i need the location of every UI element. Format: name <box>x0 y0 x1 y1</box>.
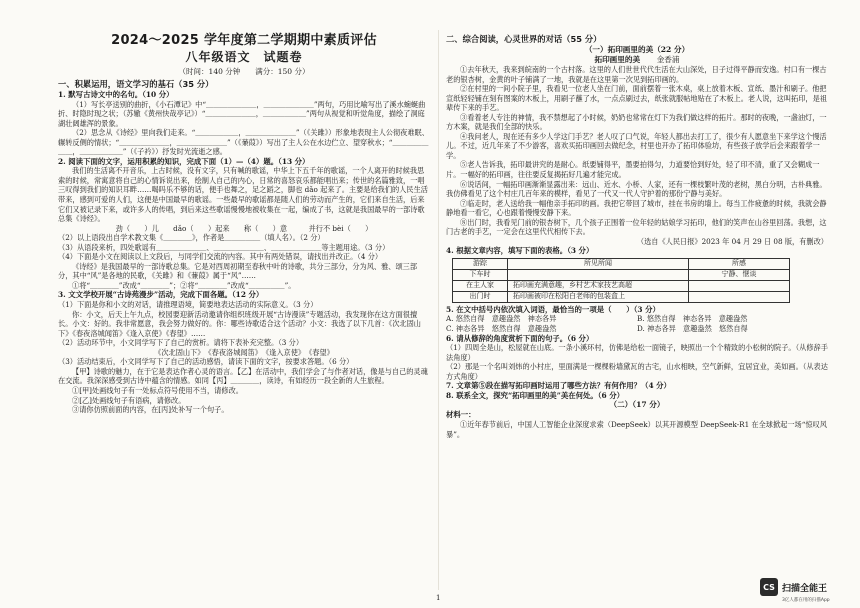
article-paragraph-5: ⑤老人告诉我，拓印最讲究的是耐心。纸要铺得平，墨要拍得匀，力道要恰到好处，轻了印不清，重了又会糊成一片。一幅好的拓印画，往往要反复揭拓好几遍才能完成。 <box>446 160 820 180</box>
q5-option-c[interactable]: C. 神态各异 悠然自得 意趣盎然 <box>446 324 557 334</box>
q3-part3-b: ②[乙]处画线句子有语病，请修改。 <box>72 395 186 405</box>
q3-part3-c: ③请你仿照前面的内容，在[丙]处补写一个句子。 <box>72 405 229 415</box>
subsection-1-heading: （一）拓印画里的美（22 分） <box>584 45 690 54</box>
q6-part2: （2）那是一个名叫刘炜的小村庄，里面满是一棵棵粉墙黛瓦的古宅，山水相映，空气新鲜，宜居宜业，美如画。（从表达方式角度） <box>446 362 828 381</box>
q3-part3: （3）活动结束后，小文同学写下了自己的活动感悟，请读下面的文字，按要求答题。（6 分） <box>58 357 354 367</box>
q2-passage: 我们的生活离不开音乐，上古时候，没有文字，只有喊的歌谣，中华上下五千年的歌谣，一个人离开的时候我思索的时候，常寓意将自己的心情诉说出来，绘制人自己的内心，日常的喜怒哀乐都能唱出来；传世的名篇雅致，一唱三叹得到我们的知识耳畔……喝吗乐不够的话，便手也舞之，足之蹈之，脚也 dǎo 起来了。主要是给我们的人民生活带来，感到可爱的人们，这便是中国最早的歌谣。一些最早的歌谣都是随人们的劳动而产生的，它们来自生活，后来它们又被记录下来，或许多人的传唱，到后来这些歌谣慢慢地被收集在一起，编成了书，这就是我国最早的一部诗歌总集《诗经》。 <box>58 166 428 224</box>
table-cell: 下车时 <box>453 269 508 280</box>
table-row <box>453 280 790 291</box>
article-paragraph-3: ③看着老人专注的神情，我不禁想起了小时候，奶奶也常常在灯下为我们做这样的拓片。那时的夜晚，一盏油灯，一方木案，就是我们全部的快乐。 <box>446 112 827 132</box>
section-1-heading: 一、积累运用，语文学习的基石（35 分） <box>58 79 214 89</box>
left-column <box>58 32 430 415</box>
exam-meta: （时间：140 分钟 满分：150 分） <box>178 67 310 76</box>
table-cell: 拓印画充满意趣，乡村艺术家技艺高超 <box>508 280 689 291</box>
article-paragraph-4: ④我问老人，现在还有多少人学这门手艺？老人叹了口气说，年轻人都出去打工了，很少有人愿意坐下来学这个慢活儿。不过，近几年来了不少游客，喜欢买拓印画回去做纪念，村里也开办了拓印体验坊，有些孩子放学后会来跟着学一学。 <box>446 131 827 160</box>
article-author: 金香浦 <box>656 55 680 64</box>
q3-part3-text: 【甲】诗歌的魅力，在于它是表达作者心灵的语言。【乙】在活动中，我们学会了与作者对话，像是与自己的灵魂在交流。我深深感受到古诗中蕴含的情感。如同【丙】＿＿＿＿，读诗，有如经历一段全新的人生旅程。 <box>58 366 428 386</box>
table-cell: 在主人家 <box>453 280 508 291</box>
article-paragraph-6: ⑥说话间，一幅拓印画渐渐显露出来：远山、近水、小桥、人家，还有一棵枝繁叶茂的老树，黑白分明，古朴典雅。我仿佛看见了这个村庄几百年来的模样，看见了一代又一代人守护着的那份宁静与美好。 <box>446 179 827 199</box>
table-cell-blank[interactable] <box>508 269 689 280</box>
material-text: ①近年春节前后，中国人工智能企业深度求索（DeepSeek）以其开源模型 DeepSeek-R1 在全球掀起一场“惊叹风暴”。 <box>446 419 827 439</box>
table-header-cell: 游踪 <box>453 258 508 269</box>
scanner-watermark <box>760 578 827 596</box>
q5-option-b[interactable]: B. 悠然自得 神态各异 意趣盎然 <box>637 314 748 324</box>
page-fold-line <box>438 30 439 590</box>
article-paragraph-8: ⑧出门时，我看见门前的银杏树下，几个孩子正围着一位年轻的姑娘学习拓印，他们的笑声在山谷里回荡。我想，这门古老的手艺，一定会在这里代代相传下去。 <box>446 217 827 237</box>
q2-part4-fix: ①将“＿＿＿＿”改成“＿＿＿＿”；②将“＿＿＿＿”改成“＿＿＿＿＿”。 <box>72 280 296 290</box>
q2-label: 2. 阅读下面的文字，运用积累的知识，完成下面（1）—（4）题。（13 分） <box>58 156 310 166</box>
material-label: 材料一： <box>446 410 476 420</box>
article-paragraph-7: ⑦临走时，老人送给我一幅他亲手拓印的画。我把它带回了城市，挂在书房的墙上。每当工作疲惫的时候，我就会静静地看一看它，心也跟着慢慢安静下来。 <box>446 198 827 218</box>
q1-part1: （1）写长亭送别的曲折，《小石潭记》中“＿＿＿＿＿＿＿，＿＿＿＿＿＿＿”两句，巧用比喻写出了溪水蜿蜒曲折、时隐时现之状；（苏辙《黄州快哉亭记》）“＿＿＿＿＿＿＿，＿＿＿＿＿＿”两句从视觉和听觉角度，描绘了洞庭湖壮阔雄浑的景象。 <box>58 99 426 128</box>
scanner-logo-text: 扫描全能王 <box>782 583 828 594</box>
q5-label: 5. 在文中括号内依次填入词语，最恰当的一项是（ ）（3 分） <box>446 304 660 314</box>
q6-label: 6. 请从修辞的角度赏析下面的句子。（6 分） <box>446 333 594 343</box>
q8-label: 8. 联系全文，探究“拓印画里的美”美在何处。（6 分） <box>446 390 625 400</box>
subsection-2-heading: （二）（17 分） <box>609 400 665 410</box>
q3-dialog: 你：小文，后天上午九点，校园要迎新活动邀请你组织班级开展“古诗漫读”专题活动，我发现你在这方面很擅长。小文：好的。我非常愿意，我会努力做好的。你：哪些诗歌适合这个活动？小文：我选了以下几首：《次北固山下》《春夜洛城闻笛》《逢入京使》《春望》…… <box>58 309 421 338</box>
q3-part2: （2）活动环节中，小文同学写下了自己的赏析。请将下表补充完整。（3 分） <box>58 338 304 348</box>
q2-part4: （4）下面是小文在阅读以上文段后，与同学们交流的内容。其中有两处错误，请找出并改正。（4 分） <box>58 252 383 262</box>
q2-part4-text: 《诗经》是我国最早的一部诗歌总集。它是对西周初期至春秋中叶的诗歌，共分三部分，分为风、雅、颂三部分，其中“风”是各地的民歌，《关雎》和《蒹葭》属于“风”…… <box>58 261 418 281</box>
q2-pinyin: 劲（ ）儿 dǎo（ ）起来 称（ ）意 并行不 bèi（ ） <box>115 223 373 233</box>
scanner-logo-icon: CS <box>760 578 778 596</box>
exam-title: 2024～2025 学年度第二学期期中素质评估 <box>111 33 377 48</box>
table-header-cell: 所见所闻 <box>508 258 689 269</box>
table-header-cell: 所感 <box>689 258 790 269</box>
q1-label: 1. 默写古诗文中的名句。（10 分） <box>58 90 174 99</box>
q3-label: 3. 文文学校开展“古诗苑漫步”活动，完成下面各题。（12 分） <box>58 290 264 300</box>
page-number: 1 <box>436 594 441 602</box>
q3-poems: 《次北固山下》 《春夜洛城闻笛》 《逢入京使》 《春望》 <box>154 347 334 357</box>
q5-options <box>446 314 828 333</box>
table-cell: 出门时 <box>453 291 508 302</box>
q6-part1: （1）四周全是山，松屋就在山底。一条小溪环村，仿佛是给松一面镜子，映照出一个个精致的小松树的院子。（从修辞手法角度） <box>446 343 828 362</box>
q4-label: 4. 根据文章内容，填写下面的表格。（3 分） <box>446 246 594 256</box>
q7-label: 7. 文章第⑤段在描写拓印画时运用了哪些方法？有何作用？（4 分） <box>446 381 671 391</box>
section-2-heading: 二、综合阅读，心灵世界的对话（55 分） <box>446 34 602 44</box>
table-cell: 拓印画被印在松阳白老师的包装盒上 <box>508 291 689 302</box>
q3-part3-a: ①[甲]处画线句子有一处标点符号使用不当，请修改。 <box>72 385 243 395</box>
article-title: 拓印画里的美 <box>594 55 641 64</box>
q5-option-d[interactable]: D. 神态各异 意趣盎然 悠然自得 <box>637 324 748 334</box>
q5-option-a[interactable]: A. 悠然自得 意趣盎然 神态各异 <box>446 314 557 324</box>
right-column <box>446 32 828 439</box>
q2-part2: （2）以上语段出自学术教文集《＿＿＿＿》，作者是＿＿＿＿＿（填人名）。（2 分） <box>58 233 325 243</box>
article-paragraph-1: ①去年秋天，我来到皖南的一个古村落。这里的人们世世代代生活在大山深处，日子过得平静而安逸。村口有一棵古老的银杏树，金黄的叶子铺满了一地，我就是在这里第一次见到拓印画的。 <box>446 65 827 84</box>
scanner-logo-subtitle: 3亿人都在用的扫描App <box>782 598 830 603</box>
article-paragraph-2: ②在村里的一间小院子里，我看见一位老人坐在门前，面前摆着一张木桌，桌上放着木板、宣纸、墨汁和刷子。他把宣纸轻轻铺在刻有图案的木板上，用刷子蘸了水，一点点刷过去，纸张就服帖地贴在了木板上。老人说，这叫拓印，是祖辈传下来的手艺。 <box>446 84 827 113</box>
exam-subtitle: 八年级语文 试题卷 <box>185 50 303 64</box>
q1-part2: （2）思念从《诗经》里向我们走来。“＿＿＿＿＿＿，＿＿＿＿＿＿＿”（《关雎》）形象地表现主人公彻夜难眠、辗转反侧的情状；“＿＿＿＿＿＿＿，＿＿＿＿＿＿＿”（《蒹葭》）写出了主人公在水边伫立、望穿秋水；“＿＿＿＿＿＿＿，＿＿＿＿＿＿”（《子衿》）抒发时光流逝之感。 <box>58 128 429 157</box>
q2-part3: （3）从语段来析，四处歌谣有＿＿＿＿＿＿＿、＿＿＿＿＿＿＿、＿＿＿＿＿＿＿等主题用途。（3 分） <box>58 242 390 252</box>
q3-part1: （1）下面是你和小文的对话，请推理语境，简要地表达活动的实际意义。（3 分） <box>58 300 318 310</box>
table-cell-blank[interactable] <box>689 280 790 291</box>
table-row <box>453 269 790 280</box>
table-cell-blank[interactable] <box>689 291 790 302</box>
article-heading <box>446 55 828 65</box>
table-cell: 宁静、惬谈 <box>689 269 790 280</box>
table-header-row <box>453 258 790 269</box>
article-source: （选自《人民日报》2023 年 04 月 29 日 08 版，有删改） <box>636 236 828 246</box>
q4-table <box>452 258 790 303</box>
table-row <box>453 291 790 302</box>
